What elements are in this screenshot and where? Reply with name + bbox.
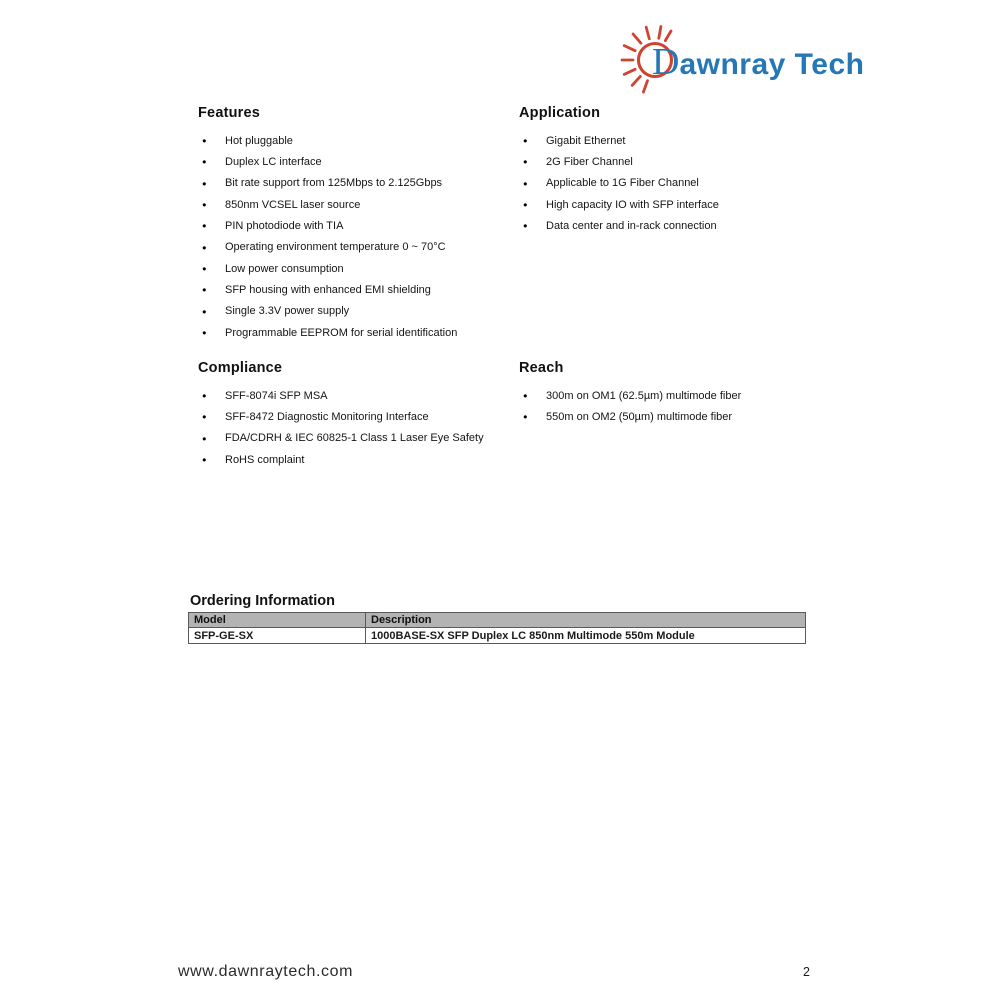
list-item xyxy=(198,237,528,258)
compliance-list xyxy=(198,385,528,470)
bullet-icon: ● xyxy=(202,412,207,422)
list-item xyxy=(198,130,528,151)
list-item xyxy=(519,194,849,215)
table-header-row xyxy=(189,613,806,628)
list-item xyxy=(198,173,528,194)
bullet-icon: ● xyxy=(202,242,207,252)
bullet-icon: ● xyxy=(202,306,207,316)
bullet-icon: ● xyxy=(202,200,207,210)
list-item-text: Operating environment temperature 0 ~ 70°C xyxy=(225,241,446,254)
bullet-icon: ● xyxy=(523,157,528,167)
bullet-icon: ● xyxy=(523,412,528,422)
list-item-text: RoHS complaint xyxy=(225,453,305,466)
list-item-text: 550m on OM2 (50µm) multimode fiber xyxy=(546,411,733,424)
list-item xyxy=(519,215,849,236)
list-item-text: Low power consumption xyxy=(225,262,344,275)
ordering-table xyxy=(188,612,806,644)
bullet-icon: ● xyxy=(202,455,207,465)
list-item-text: SFF-8472 Diagnostic Monitoring Interface xyxy=(225,411,429,424)
list-item xyxy=(198,406,528,427)
list-item-text: Bit rate support from 125Mbps to 2.125Gbps xyxy=(225,177,443,190)
reach-section xyxy=(519,359,849,428)
list-item-text: FDA/CDRH & IEC 60825-1 Class 1 Laser Eye Safety xyxy=(225,432,484,445)
table-row xyxy=(189,628,806,644)
bullet-icon: ● xyxy=(202,433,207,443)
list-item xyxy=(519,151,849,172)
list-item-text: Gigabit Ethernet xyxy=(546,134,626,147)
features-title: Features xyxy=(198,105,261,121)
list-item-text: SFF-8074i SFP MSA xyxy=(225,389,328,402)
application-title: Application xyxy=(519,105,601,121)
bullet-icon: ● xyxy=(202,221,207,231)
logo xyxy=(614,10,865,98)
list-item xyxy=(198,428,528,449)
list-item-text: High capacity IO with SFP interface xyxy=(546,198,719,211)
bullet-icon: ● xyxy=(523,136,528,145)
bullet-icon: ● xyxy=(202,157,207,167)
footer-website-url: www.dawnraytech.com xyxy=(178,963,354,980)
bullet-icon: ● xyxy=(202,391,207,400)
compliance-title: Compliance xyxy=(198,360,283,376)
logo-initial: D xyxy=(652,41,680,83)
list-item-text: Applicable to 1G Fiber Channel xyxy=(546,177,699,190)
list-item-text: SFP housing with enhanced EMI shielding xyxy=(225,284,431,297)
application-list xyxy=(519,130,849,237)
table-cell-model: SFP-GE-SX xyxy=(189,628,366,644)
list-item-text: PIN photodiode with TIA xyxy=(225,220,344,233)
ordering-information-title: Ordering Information xyxy=(190,593,335,609)
list-item xyxy=(198,215,528,236)
list-item xyxy=(198,258,528,279)
list-item xyxy=(519,406,849,427)
application-section xyxy=(519,104,849,237)
bullet-icon: ● xyxy=(202,285,207,295)
logo-text xyxy=(652,40,864,86)
list-item-text: Single 3.3V power supply xyxy=(225,305,350,318)
bullet-icon: ● xyxy=(202,328,207,338)
bullet-icon: ● xyxy=(523,200,528,210)
list-item-text: Programmable EEPROM for serial identification xyxy=(225,326,458,339)
list-item xyxy=(198,194,528,215)
list-item-text: Duplex LC interface xyxy=(225,156,322,169)
reach-list xyxy=(519,385,849,428)
list-item xyxy=(198,385,528,406)
list-item xyxy=(198,449,528,470)
footer-page-number: 2 xyxy=(803,965,810,979)
table-header-description: Description xyxy=(366,613,806,628)
list-item xyxy=(519,130,849,151)
list-item-text: Data center and in-rack connection xyxy=(546,220,717,233)
list-item xyxy=(198,151,528,172)
bullet-icon: ● xyxy=(523,391,528,400)
bullet-icon: ● xyxy=(523,178,528,188)
list-item xyxy=(198,279,528,300)
list-item xyxy=(198,322,528,343)
table-header-model: Model xyxy=(189,613,366,628)
list-item-text: 300m on OM1 (62.5µm) multimode fiber xyxy=(546,389,742,402)
list-item-text: 2G Fiber Channel xyxy=(546,156,633,169)
compliance-section xyxy=(198,359,528,470)
features-list xyxy=(198,130,528,343)
features-section xyxy=(198,104,528,343)
list-item-text: Hot pluggable xyxy=(225,134,293,147)
list-item xyxy=(519,173,849,194)
bullet-icon: ● xyxy=(202,178,207,188)
reach-title: Reach xyxy=(519,360,564,376)
logo-rest: awnray Tech xyxy=(679,48,865,81)
list-item xyxy=(198,301,528,322)
list-item xyxy=(519,385,849,406)
bullet-icon: ● xyxy=(523,221,528,231)
bullet-icon: ● xyxy=(202,136,207,145)
ordering-information-section xyxy=(188,592,806,644)
bullet-icon: ● xyxy=(202,264,207,274)
list-item-text: 850nm VCSEL laser source xyxy=(225,198,361,211)
table-cell-description: 1000BASE-SX SFP Duplex LC 850nm Multimode 550m Module xyxy=(366,628,806,644)
